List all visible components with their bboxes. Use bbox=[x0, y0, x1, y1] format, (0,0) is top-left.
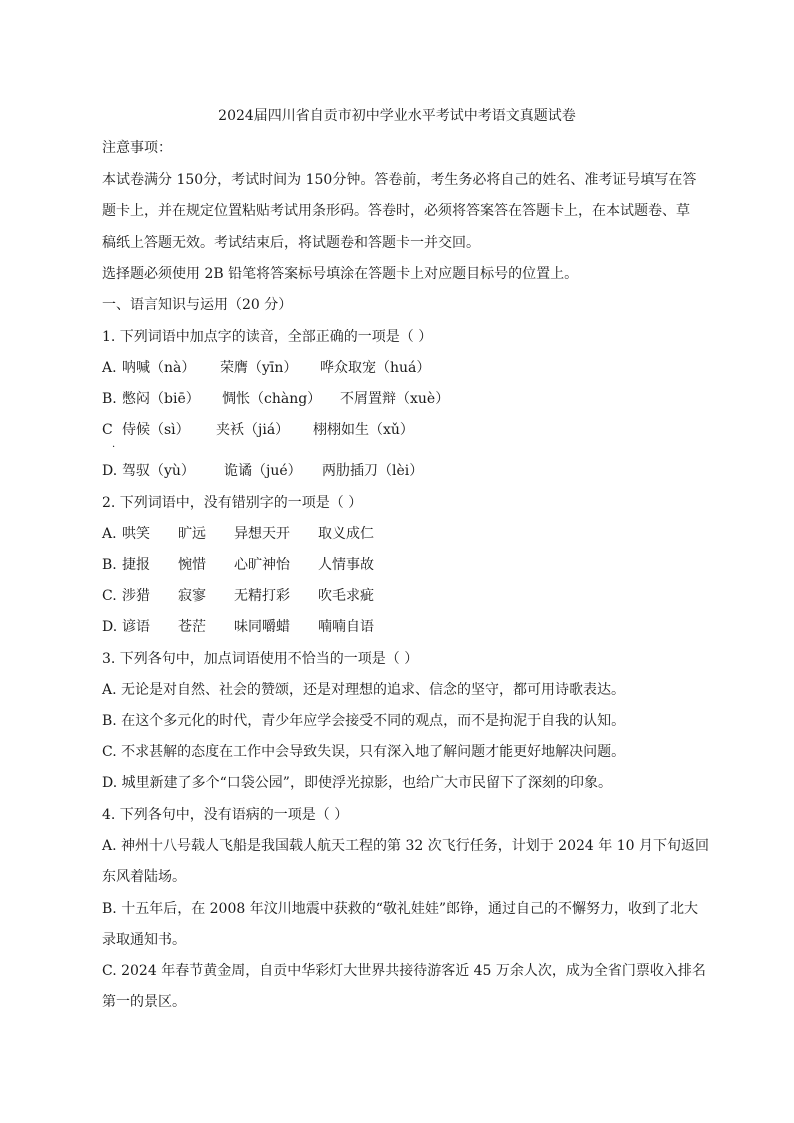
option-item: 惆怅（chàng） bbox=[222, 391, 322, 407]
page-title: 2024届四川省自贡市初中学业水平考试中考语文真题试卷 bbox=[218, 108, 576, 124]
option-line-continued: 录取通知书。 bbox=[102, 932, 186, 948]
option-item: 荣膺（yīn） bbox=[220, 360, 298, 376]
option-label: B. bbox=[102, 391, 117, 407]
notice-heading: 注意事项： bbox=[102, 140, 172, 156]
option-item: 心旷神怡 bbox=[234, 557, 290, 573]
option-label: A. bbox=[102, 526, 117, 542]
option-item: 吹毛求疵 bbox=[318, 588, 374, 604]
option-item: 喃喃自语 bbox=[318, 619, 374, 635]
notice-line: 本试卷满分 150分，考试时间为 150分钟。答卷前，考生务必将自己的姓名、准考证号填写在答 bbox=[102, 172, 697, 188]
section-heading: 一、语言知识与运用（20 分） bbox=[102, 297, 293, 313]
option-item: 谚语 bbox=[122, 619, 150, 635]
option-line: A. 神州十八号载人飞船是我国载人航天工程的第 32 次飞行任务，计划于 2024 年 10 月下旬返回 bbox=[102, 838, 709, 854]
option-item: 取义成仁 bbox=[318, 526, 374, 542]
option-line: C. 2024 年春节黄金周，自贡中华彩灯大世界共接待游客近 45 万余人次，成为全省门票收入排名 bbox=[102, 963, 706, 979]
option-item: 呐喊（nà） bbox=[122, 360, 196, 376]
option-label: D. bbox=[102, 463, 118, 479]
option-item: 侍候（sì） bbox=[122, 422, 190, 438]
option-item: 苍茫 bbox=[178, 619, 206, 635]
question-stem: 4. 下列各句中，没有语病的一项是（ ） bbox=[102, 807, 349, 823]
option-item: 不屑置辩（xuè） bbox=[340, 391, 450, 407]
notice-line: 稿纸上答题无效。考试结束后，将试题卷和答题卡一并交回。 bbox=[102, 235, 480, 251]
option-item: 驾驭（yù） bbox=[122, 463, 195, 479]
option-item: 栩栩如生（xǔ） bbox=[313, 422, 414, 438]
option-line: A. 无论是对自然、社会的赞颂，还是对理想的追求、信念的坚守，都可用诗歌表达。 bbox=[102, 682, 626, 698]
question-stem: 1. 下列词语中加点字的读音，全部正确的一项是（ ） bbox=[102, 329, 433, 345]
option-item: 味同嚼蜡 bbox=[234, 619, 290, 635]
option-item: 哗众取宠（huá） bbox=[320, 360, 431, 376]
question-stem: 3. 下列各句中，加点词语使用不恰当的一项是（ ） bbox=[102, 651, 419, 667]
option-item: 惋惜 bbox=[178, 557, 206, 573]
option-item: 人情事故 bbox=[318, 557, 374, 573]
emphasis-dot: · bbox=[112, 442, 116, 453]
notice-line: 选择题必须使用 2B 铅笔将答案标号填涂在答题卡上对应题目标号的位置上。 bbox=[102, 266, 579, 282]
option-item: 涉猎 bbox=[122, 588, 150, 604]
option-item: 夹袄（jiá） bbox=[216, 422, 290, 438]
option-item: 憋闷（biē） bbox=[122, 391, 200, 407]
option-label: B. bbox=[102, 557, 117, 573]
question-stem: 2. 下列词语中，没有错别字的一项是（ ） bbox=[102, 495, 363, 511]
option-line: D. 城里新建了多个“口袋公园”，即使浮光掠影，也给广大市民留下了深刻的印象。 bbox=[102, 775, 612, 791]
option-item: 诡谲（jué） bbox=[224, 463, 302, 479]
option-label: D. bbox=[102, 619, 118, 635]
option-label: C. bbox=[102, 588, 117, 604]
option-line: B. 在这个多元化的时代，青少年应学会接受不同的观点，而不是拘泥于自我的认知。 bbox=[102, 713, 626, 729]
option-item: 两肋插刀（lèi） bbox=[322, 463, 424, 479]
option-line: C. 不求甚解的态度在工作中会导致失误，只有深入地了解问题才能更好地解决问题。 bbox=[102, 744, 626, 760]
option-item: 旷远 bbox=[178, 526, 206, 542]
option-line-continued: 东风着陆场。 bbox=[102, 869, 186, 885]
option-item: 异想天开 bbox=[234, 526, 290, 542]
option-label: A. bbox=[102, 360, 117, 376]
option-line: B. 十五年后，在 2008 年汶川地震中获救的“敬礼娃娃”郎铮，通过自己的不懈努力，收到了北大 bbox=[102, 901, 699, 917]
option-item: 寂寥 bbox=[178, 588, 206, 604]
option-item: 无精打彩 bbox=[234, 588, 290, 604]
option-item: 捷报 bbox=[122, 557, 150, 573]
option-item: 哄笑 bbox=[122, 526, 150, 542]
option-line-continued: 第一的景区。 bbox=[102, 994, 186, 1010]
option-label: C bbox=[102, 422, 113, 438]
notice-line: 题卡上，并在规定位置粘贴考试用条形码。答卷时，必须将答案答在答题卡上，在本试题卷、草 bbox=[102, 203, 690, 219]
